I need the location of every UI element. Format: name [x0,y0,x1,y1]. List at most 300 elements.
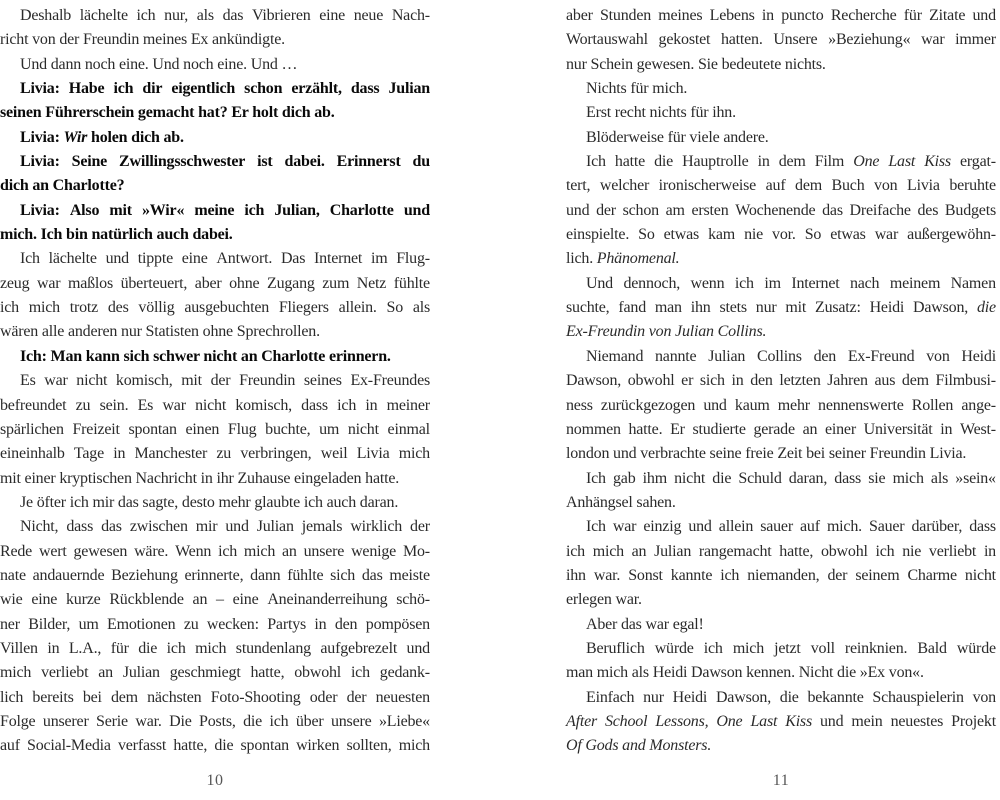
page-number: 11 [772,771,790,789]
word: für [110,639,129,657]
word: nicht [195,396,227,414]
word: wäre. [134,542,169,560]
word: dennoch, [623,274,681,292]
word: lich [0,688,24,706]
word: gekostet [658,31,711,49]
word: war [162,396,186,414]
text-line [0,77,430,101]
text-run: wären alle anderen nur Statisten ohne Sprechrollen. [0,323,320,341]
word: Dreifache [849,201,911,219]
word: Flug [227,420,257,438]
word: die [779,688,799,706]
word: völlig [138,299,175,317]
word: verfasst [117,737,167,755]
text-line [0,28,430,52]
word: Kiss [785,712,812,730]
word: und [105,250,129,268]
text-line [566,345,996,369]
text-run: Ex-Freundin von Julian Collins. [566,323,767,341]
word: Partys [267,615,307,633]
word: unsere [330,712,372,730]
word: in [47,639,60,657]
word: unserer [42,712,89,730]
word: an [192,591,208,609]
word: trotz [69,299,99,317]
word: hatte, [250,664,285,682]
word: dass [969,518,996,536]
text-line [566,369,996,393]
word: mehr [777,396,810,414]
word: Villen [0,639,38,657]
word: von [972,688,996,706]
word: meinem [889,274,941,292]
word: One [853,153,880,171]
word: seines [303,372,342,390]
word: und [688,518,712,536]
word: ich [337,396,357,414]
text-line [566,491,996,515]
text-run: richt von der Freundin meines Ex ankündigte. [0,31,285,49]
word: Internet [314,250,363,268]
text-line [566,564,996,588]
word: etwas [663,226,700,244]
word: One [716,712,743,730]
text-line [0,296,430,320]
word: nicht [347,420,379,438]
word: in [314,615,327,633]
word: der [410,518,430,536]
word: zeug [0,274,30,292]
word: gewesen [73,542,128,560]
word: Lebens [709,7,755,24]
word: ich [350,664,370,682]
word: der [827,566,848,584]
page-text [566,4,996,759]
word: Universität [863,420,933,438]
word: So [804,226,822,244]
word: Tage [73,445,104,463]
text-line [0,515,430,539]
text-run: Wir [63,128,88,146]
word: tert, [566,177,591,195]
word: Vibrieren [251,7,311,24]
word: nie [744,226,764,244]
word: außergewöhn- [907,226,996,244]
word: Julian [654,542,692,560]
text-run: london und verbrachte seine freie Zeit bei seiner Freundin Livia. [566,445,967,463]
word: man [654,299,682,317]
word: sie [868,469,886,487]
text-line [0,174,430,198]
word: spärlichen [0,420,64,438]
word: Heidi [672,688,708,706]
word: die [976,299,996,317]
word: Sonst [628,566,663,584]
word: mit [109,201,132,219]
word: Wortauswahl [566,31,648,49]
text-line [0,540,430,564]
text-line [0,223,430,247]
word: hatte, [779,542,814,560]
word: Bald [917,639,947,657]
word: Internet [791,274,840,292]
word: zwischen [129,518,188,536]
word: und [703,396,727,414]
text-run: Livia: [20,128,64,146]
word: aber [194,274,222,292]
word: ergat- [960,153,996,171]
word: nannte [655,347,697,365]
word: neue [353,7,384,24]
word: in [757,153,770,171]
word: war [36,274,61,292]
word: Dawson, [566,372,622,390]
word: war [874,226,899,244]
text-run: lich. [566,250,597,268]
word: dann [250,566,281,584]
word: um [319,420,340,438]
text-line [566,174,996,198]
word: zu [216,445,232,463]
word: Last [888,153,916,171]
word: und [406,639,430,657]
word: gab [613,469,636,487]
word: Posts, [199,712,236,730]
word: dass [350,80,380,98]
word: immer [955,31,996,49]
book-page-right [566,4,996,790]
word: seinem [855,566,900,584]
word: zurückgezogen [600,396,696,414]
word: erinnerte, [184,566,244,584]
text-line [566,637,996,661]
word: Stunden [599,7,652,24]
word: allein. [338,299,377,317]
word: mich [398,445,430,463]
word: im [370,250,388,268]
word: gerade [753,420,795,438]
word: schon [244,80,283,98]
text-line [0,101,430,125]
word: fand [618,299,646,317]
word: würde [956,639,996,657]
text-line [0,126,430,150]
word: nommen [566,420,621,438]
text-line [566,320,996,344]
word: die [243,712,263,730]
word: an [631,542,647,560]
word: Wenn [175,542,212,560]
word: einen [185,420,220,438]
word: dem [110,688,138,706]
word: ist [257,153,273,171]
text-run: Blöderweise für viele andere. [586,128,769,146]
word: die [712,469,732,487]
word: Ich [586,469,606,487]
word: ich [269,712,289,730]
word: Sauer [869,518,905,536]
text-line [566,223,996,247]
word: Also [69,201,100,219]
word: Social-Media [27,737,111,755]
word: Freundin [239,372,296,390]
word: erzählt, [291,80,342,98]
word: war. [135,712,162,730]
text-line [566,418,996,442]
word: meine [194,201,235,219]
word: Livia: [20,80,60,98]
word: kam [708,226,736,244]
word: komisch, [115,372,173,390]
word: Einfach [586,688,635,706]
word: in [761,7,774,24]
word: Charlotte [329,201,394,219]
word: dem [901,372,929,390]
word: Julian [708,347,746,365]
text-run: seinen Führerschein gemacht hat? Er holt dich ab. [0,104,335,122]
text-line [566,28,996,52]
text-line [566,77,996,101]
text-run: Ich: Man kann sich schwer nicht an Charlotte erinnern. [20,347,391,365]
word: Film [814,153,845,171]
text-line [566,540,996,564]
text-line [566,101,996,125]
word: und [566,201,590,219]
word: ihn [690,299,711,317]
text-line [0,661,430,685]
word: einspielte. [566,226,630,244]
word: »Beziehung« [828,31,911,49]
text-line [566,126,996,150]
word: das [361,566,383,584]
text-line [566,4,996,28]
text-run: nur Schein gewesen. Sie bedeutete nichts. [566,55,826,73]
word: hatte, [173,737,208,755]
word: war [921,31,945,49]
text-line [0,4,430,28]
word: Serie [96,712,128,730]
word: war [612,518,637,536]
word: in [113,445,126,463]
word: mich [28,299,60,317]
word: sein. [99,396,129,414]
word: schö- [396,591,430,609]
word: von [874,177,898,195]
text-run: mich. Ich bin natürlich auch dabei. [0,226,233,244]
word: ange- [961,396,996,414]
word: Niemand [586,347,644,365]
word: vor. [772,226,796,244]
word: Es [137,396,154,414]
word: Zugang [267,274,315,292]
word: Folge [0,712,36,730]
word: Das [280,250,306,268]
word: von [926,347,950,365]
text-line [0,467,430,491]
word: – [216,591,224,609]
text-line [0,150,430,174]
word: Mo- [402,542,430,560]
text-line [0,320,430,344]
word: Filmbusi- [935,372,996,390]
word: wirken [296,737,340,755]
word: über [295,712,324,730]
word: Schuld [738,469,782,487]
text-run: Aber das war egal! [586,615,704,633]
word: ness [566,396,593,414]
word: wenige [351,542,397,560]
word: verliebt [41,664,89,682]
word: Aneinanderreihung [267,591,388,609]
word: dem [795,177,822,195]
word: fühlte [393,274,430,292]
word: auf [800,518,820,536]
word: Ich [20,250,40,268]
word: mein [851,712,883,730]
text-line [566,296,996,320]
word: nicht [964,566,996,584]
text-line [0,394,430,418]
word: So [638,226,655,244]
text-line [0,418,430,442]
word: ner [0,615,20,633]
text-run: Of Gods and Monsters. [566,737,712,755]
word: spontan [128,420,177,438]
page-text [0,4,430,759]
word: eineinhalb [0,445,65,463]
word: Er [670,420,685,438]
word: Julian [122,664,160,682]
word: nennenswerte [818,396,904,414]
word: ich [720,566,740,584]
word: das [222,7,244,24]
word: Nicht, [20,518,59,536]
word: Ex-Freundes [350,372,430,390]
word: Dawson, [913,299,969,317]
word: L.A., [68,639,102,657]
word: Kiss [924,153,951,171]
word: Und [586,274,613,292]
word: Wochenende [735,201,816,219]
word: lächelte [48,250,97,268]
word: sollten, [346,737,392,755]
word: Nach- [391,7,430,24]
word: war [44,372,68,390]
text-line [566,53,996,77]
text-line [566,467,996,491]
word: Last [750,712,778,730]
word: Manchester [134,445,208,463]
word: nate [0,566,26,584]
word: eine [181,250,208,268]
word: ich [734,274,754,292]
text-line [566,515,996,539]
text-run: Erst recht nichts für ihn. [586,104,736,122]
word: obwohl [820,542,868,560]
word: Es [20,372,36,390]
word: den [813,347,837,365]
word: ich [136,7,156,24]
text-run: mit einer kryptischen Nachricht in ihr Zuhause eingeladen hatte. [0,469,400,487]
word: eine [31,591,58,609]
word: die [138,639,158,657]
word: Julian [388,80,430,98]
word: rangemacht [698,542,772,560]
text-line [0,710,430,734]
text-line [566,588,996,612]
text-line [566,442,996,466]
word: wenn [690,274,725,292]
word: Lessons, [655,712,709,730]
word: hatte [614,153,646,171]
text-line [0,272,430,296]
word: Beziehung [111,566,178,584]
word: einmal [387,420,430,438]
word: mich [592,542,624,560]
word: nächsten [147,688,202,706]
text-line [0,491,430,515]
word: nur, [164,7,189,24]
text-line [0,369,430,393]
word: mich [195,639,227,657]
word: »Liebe« [378,712,430,730]
word: an [98,664,113,682]
word: Die [169,712,192,730]
word: dass [301,396,328,414]
word: weil [320,445,348,463]
word: Freizeit [72,420,120,438]
text-run: Nichts für mich. [586,80,688,98]
word: gedank- [379,664,430,682]
word: maßlos [67,274,113,292]
word: »sein« [955,469,996,487]
book-page-left [0,4,430,790]
text-line [0,734,430,758]
word: verbringen, [240,445,312,463]
word: bei [82,688,102,706]
word: dem [778,153,806,171]
word: letzten [779,372,821,390]
word: Seine [71,153,108,171]
word: auf [765,177,786,195]
text-run: Anhängsel sahen. [566,493,676,511]
word: daran, [788,469,828,487]
word: Livia [356,445,390,463]
word: ich [566,542,585,560]
word: niemanden, [747,566,820,584]
text-run: holen dich ab. [87,128,184,146]
word: des [107,299,129,317]
word: eigentlich [171,80,236,98]
word: Dawson, [715,688,771,706]
word: kurze [65,591,101,609]
word: für [903,7,922,24]
word: neuestes [890,712,944,730]
word: Projekt [951,712,996,730]
word: Emotionen [107,615,176,633]
word: eine [232,591,259,609]
word: zu [183,615,199,633]
word: nicht [76,372,108,390]
word: im [764,274,781,292]
word: ohne [229,274,260,292]
word: an [282,542,297,560]
word: hatten. [720,31,763,49]
word: andauernde [32,566,105,584]
word: Heidi [961,347,996,365]
word: ich [0,299,19,317]
word: lächelte [79,7,128,24]
